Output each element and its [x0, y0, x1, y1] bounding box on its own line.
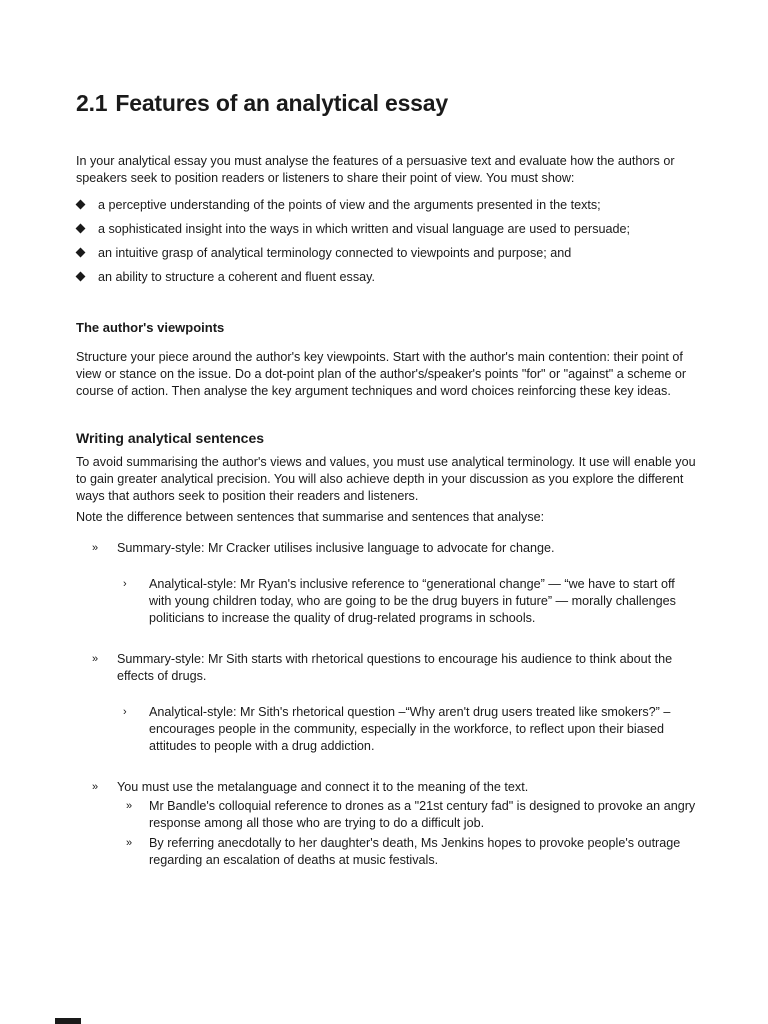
outer-bullet-icon: »: [126, 800, 133, 812]
list-item: » By referring anecdotally to her daughter's death, Ms Jenkins hopes to provoke people's outrage regarding an escalation of deaths at music festivals.: [126, 836, 681, 867]
outer-bullet-icon: »: [92, 542, 99, 554]
document-page: [76, 90, 696, 869]
section-heading: [76, 90, 696, 117]
diamond-bullet-icon: [76, 200, 86, 210]
list-item: » You must use the metalanguage and connect it to the meaning of the text.: [92, 780, 529, 794]
outer-bullet-icon: »: [92, 653, 99, 665]
page-edge-mark: [55, 1018, 81, 1024]
list-item: › Analytical-style: Mr Sith's rhetorical question –“Why aren't drug users treated like smokers?” – encourages people in the community, especially in the workforce, to reflect upon their biased attitudes to people with a drug addiction.: [123, 705, 671, 753]
list-item: a perceptive understanding of the points of view and the arguments presented in the texts;: [76, 197, 696, 214]
viewpoints-paragraph: Structure your piece around the author's key viewpoints. Start with the author's main contention: their point of view or stance on the issue. Do a dot-point plan of the author's/speaker's points "for" or "against" a scheme or course of action. Then analyse the key argument techniques and word choices reinforcing these key ideas.: [76, 350, 687, 398]
list-item: » Summary-style: Mr Cracker utilises inclusive language to advocate for change.: [92, 541, 555, 555]
diamond-bullet-icon: [76, 224, 86, 234]
section-number: 2.1: [76, 90, 108, 116]
diamond-bullet-icon: [76, 272, 86, 282]
list-item: an intuitive grasp of analytical terminology connected to viewpoints and purpose; and: [76, 245, 696, 262]
writing-paragraph: To avoid summarising the author's views and values, you must use analytical terminology. It use will enable you to gain greater analytical precision. You will also achieve depth in your discussion as you explore the different ways that authors seek to position their readers and listeners.: [76, 455, 696, 503]
inner-bullet-icon: ›: [123, 706, 127, 718]
examples-list: [76, 540, 696, 869]
viewpoints-heading: The author's viewpoints: [76, 320, 225, 335]
writing-heading: Writing analytical sentences: [76, 430, 265, 446]
outer-bullet-icon: »: [92, 781, 99, 793]
requirements-list: [76, 197, 696, 286]
list-item: a sophisticated insight into the ways in which written and visual language are used to persuade;: [76, 221, 696, 238]
list-item: » Summary-style: Mr Sith starts with rhetorical questions to encourage his audience to think about the effects of drugs.: [92, 652, 673, 683]
section-title: Features of an analytical essay: [115, 90, 448, 116]
intro-paragraph: In your analytical essay you must analyse the features of a persuasive text and evaluate how the authors or speakers seek to position readers or listeners to share their point of view. You must show:: [76, 154, 675, 185]
inner-bullet-icon: ›: [123, 578, 127, 590]
note-paragraph: Note the difference between sentences that summarise and sentences that analyse:: [76, 510, 545, 524]
diamond-bullet-icon: [76, 248, 86, 258]
list-item: » Mr Bandle's colloquial reference to drones as a "21st century fad" is designed to provoke an angry response among all those who are trying to do a difficult job.: [126, 799, 696, 830]
list-item: › Analytical-style: Mr Ryan's inclusive reference to “generational change” — “we have to start off with young children today, who are going to be the drug buyers in future” — morally challenges politicians to increase the quality of drug-related programs in schools.: [123, 577, 676, 625]
outer-bullet-icon: »: [126, 837, 133, 849]
list-item: an ability to structure a coherent and fluent essay.: [76, 269, 696, 286]
